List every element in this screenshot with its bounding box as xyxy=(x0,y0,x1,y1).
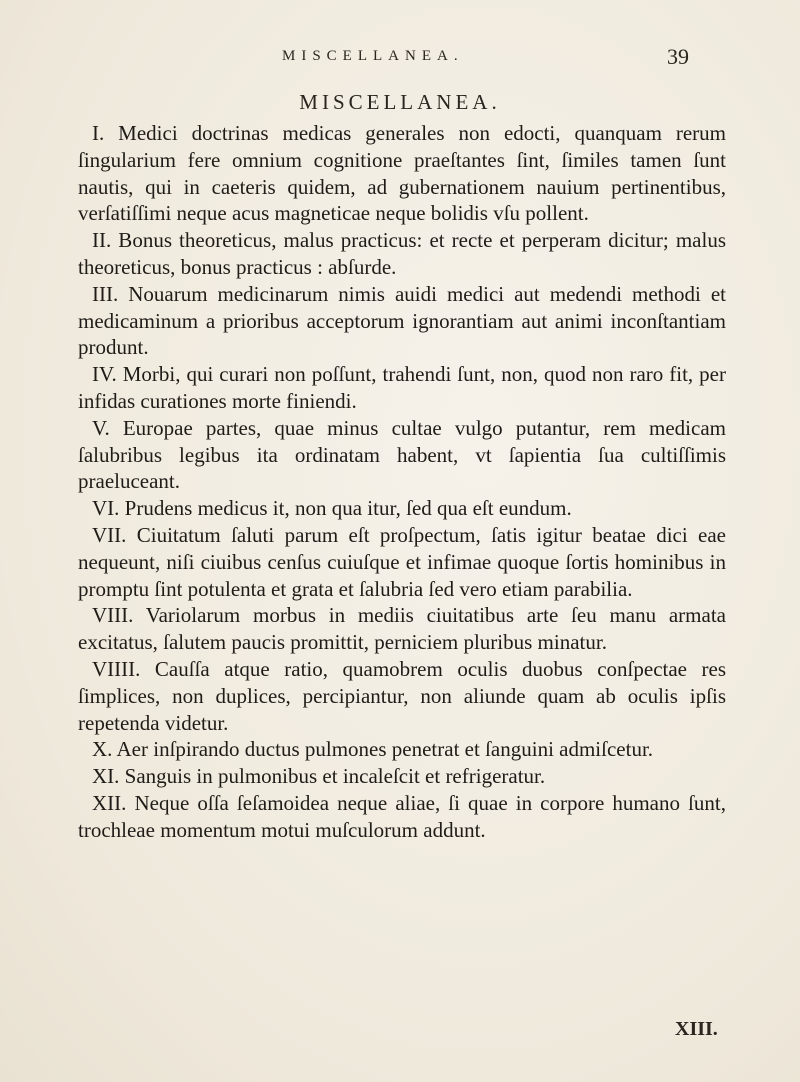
thesis-paragraph: VI. Prudens medicus it, non qua itur, ſed qua eſt eundum. xyxy=(92,496,572,521)
section-title: MISCELLANEA. xyxy=(299,90,501,114)
thesis-paragraph: VIII. Variolarum morbus in mediis ciuitatibus arte ſeu manu armata excitatus, ſalutem paucis promittit, perniciem pluribus minatur. xyxy=(78,603,726,655)
thesis-paragraph: VII. Ciuitatum ſaluti parum eſt proſpectum, ſatis igitur beatae dici eae nequeunt, niſi ciuibus cenſus cuiuſque et infimae quoque ſortis hominibus in promptu ſint potulenta et grata et ſalubria ſed vero etiam parabilia. xyxy=(78,522,726,601)
page-number: 39 xyxy=(667,44,689,69)
thesis-paragraph: XII. Neque oſſa ſeſamoidea neque aliae, ſi quae in corpore humano ſunt, trochleae momentum motui muſculorum addunt. xyxy=(78,790,726,842)
thesis-paragraph: V. Europae partes, quae minus cultae vulgo putantur, rem medicam ſalubribus legibus ita ordinatam habent, vt ſapientia ſua cultiſſimis praeluceant. xyxy=(78,415,726,494)
thesis-paragraph: III. Nouarum medicinarum nimis auidi medici aut medendi methodi et medicaminum a prioribus acceptorum ignorantiam aut animi inconſtantiam produnt. xyxy=(78,281,726,360)
thesis-paragraph: I. Medici doctrinas medicas generales non edocti, quanquam rerum ſingularium fere omnium cognitione praeſtantes ſint, ſimiles tamen ſunt nautis, qui in caeteris quidem, ad gubernationem nauium pertinentibus, verſatiſſimi neque acus magneticae neque bolidis vſu pollent. xyxy=(78,121,726,226)
catchword: XIII. xyxy=(675,1018,718,1040)
thesis-paragraph: II. Bonus theoreticus, malus practicus: et recte et perperam dicitur; malus theoreticus, bonus practicus : abſurde. xyxy=(78,228,726,279)
thesis-paragraph: XI. Sanguis in pulmonibus et incaleſcit et refrigeratur. xyxy=(92,764,546,789)
running-head-title: MISCELLANEA. xyxy=(282,48,464,64)
thesis-paragraph: X. Aer inſpirando ductus pulmones penetrat et ſanguini admiſcetur. xyxy=(92,737,654,762)
text-block xyxy=(78,120,726,844)
thesis-paragraph: IV. Morbi, qui curari non poſſunt, trahendi ſunt, non, quod non raro fit, per infidas curationes morte finiendi. xyxy=(78,362,726,413)
thesis-paragraph: VIIII. Cauſſa atque ratio, quamobrem oculis duobus conſpectae res ſimplices, non duplices, percipiantur, non aliunde quam ab oculis ipſis repetenda videtur. xyxy=(78,656,726,735)
running-head xyxy=(0,44,800,78)
